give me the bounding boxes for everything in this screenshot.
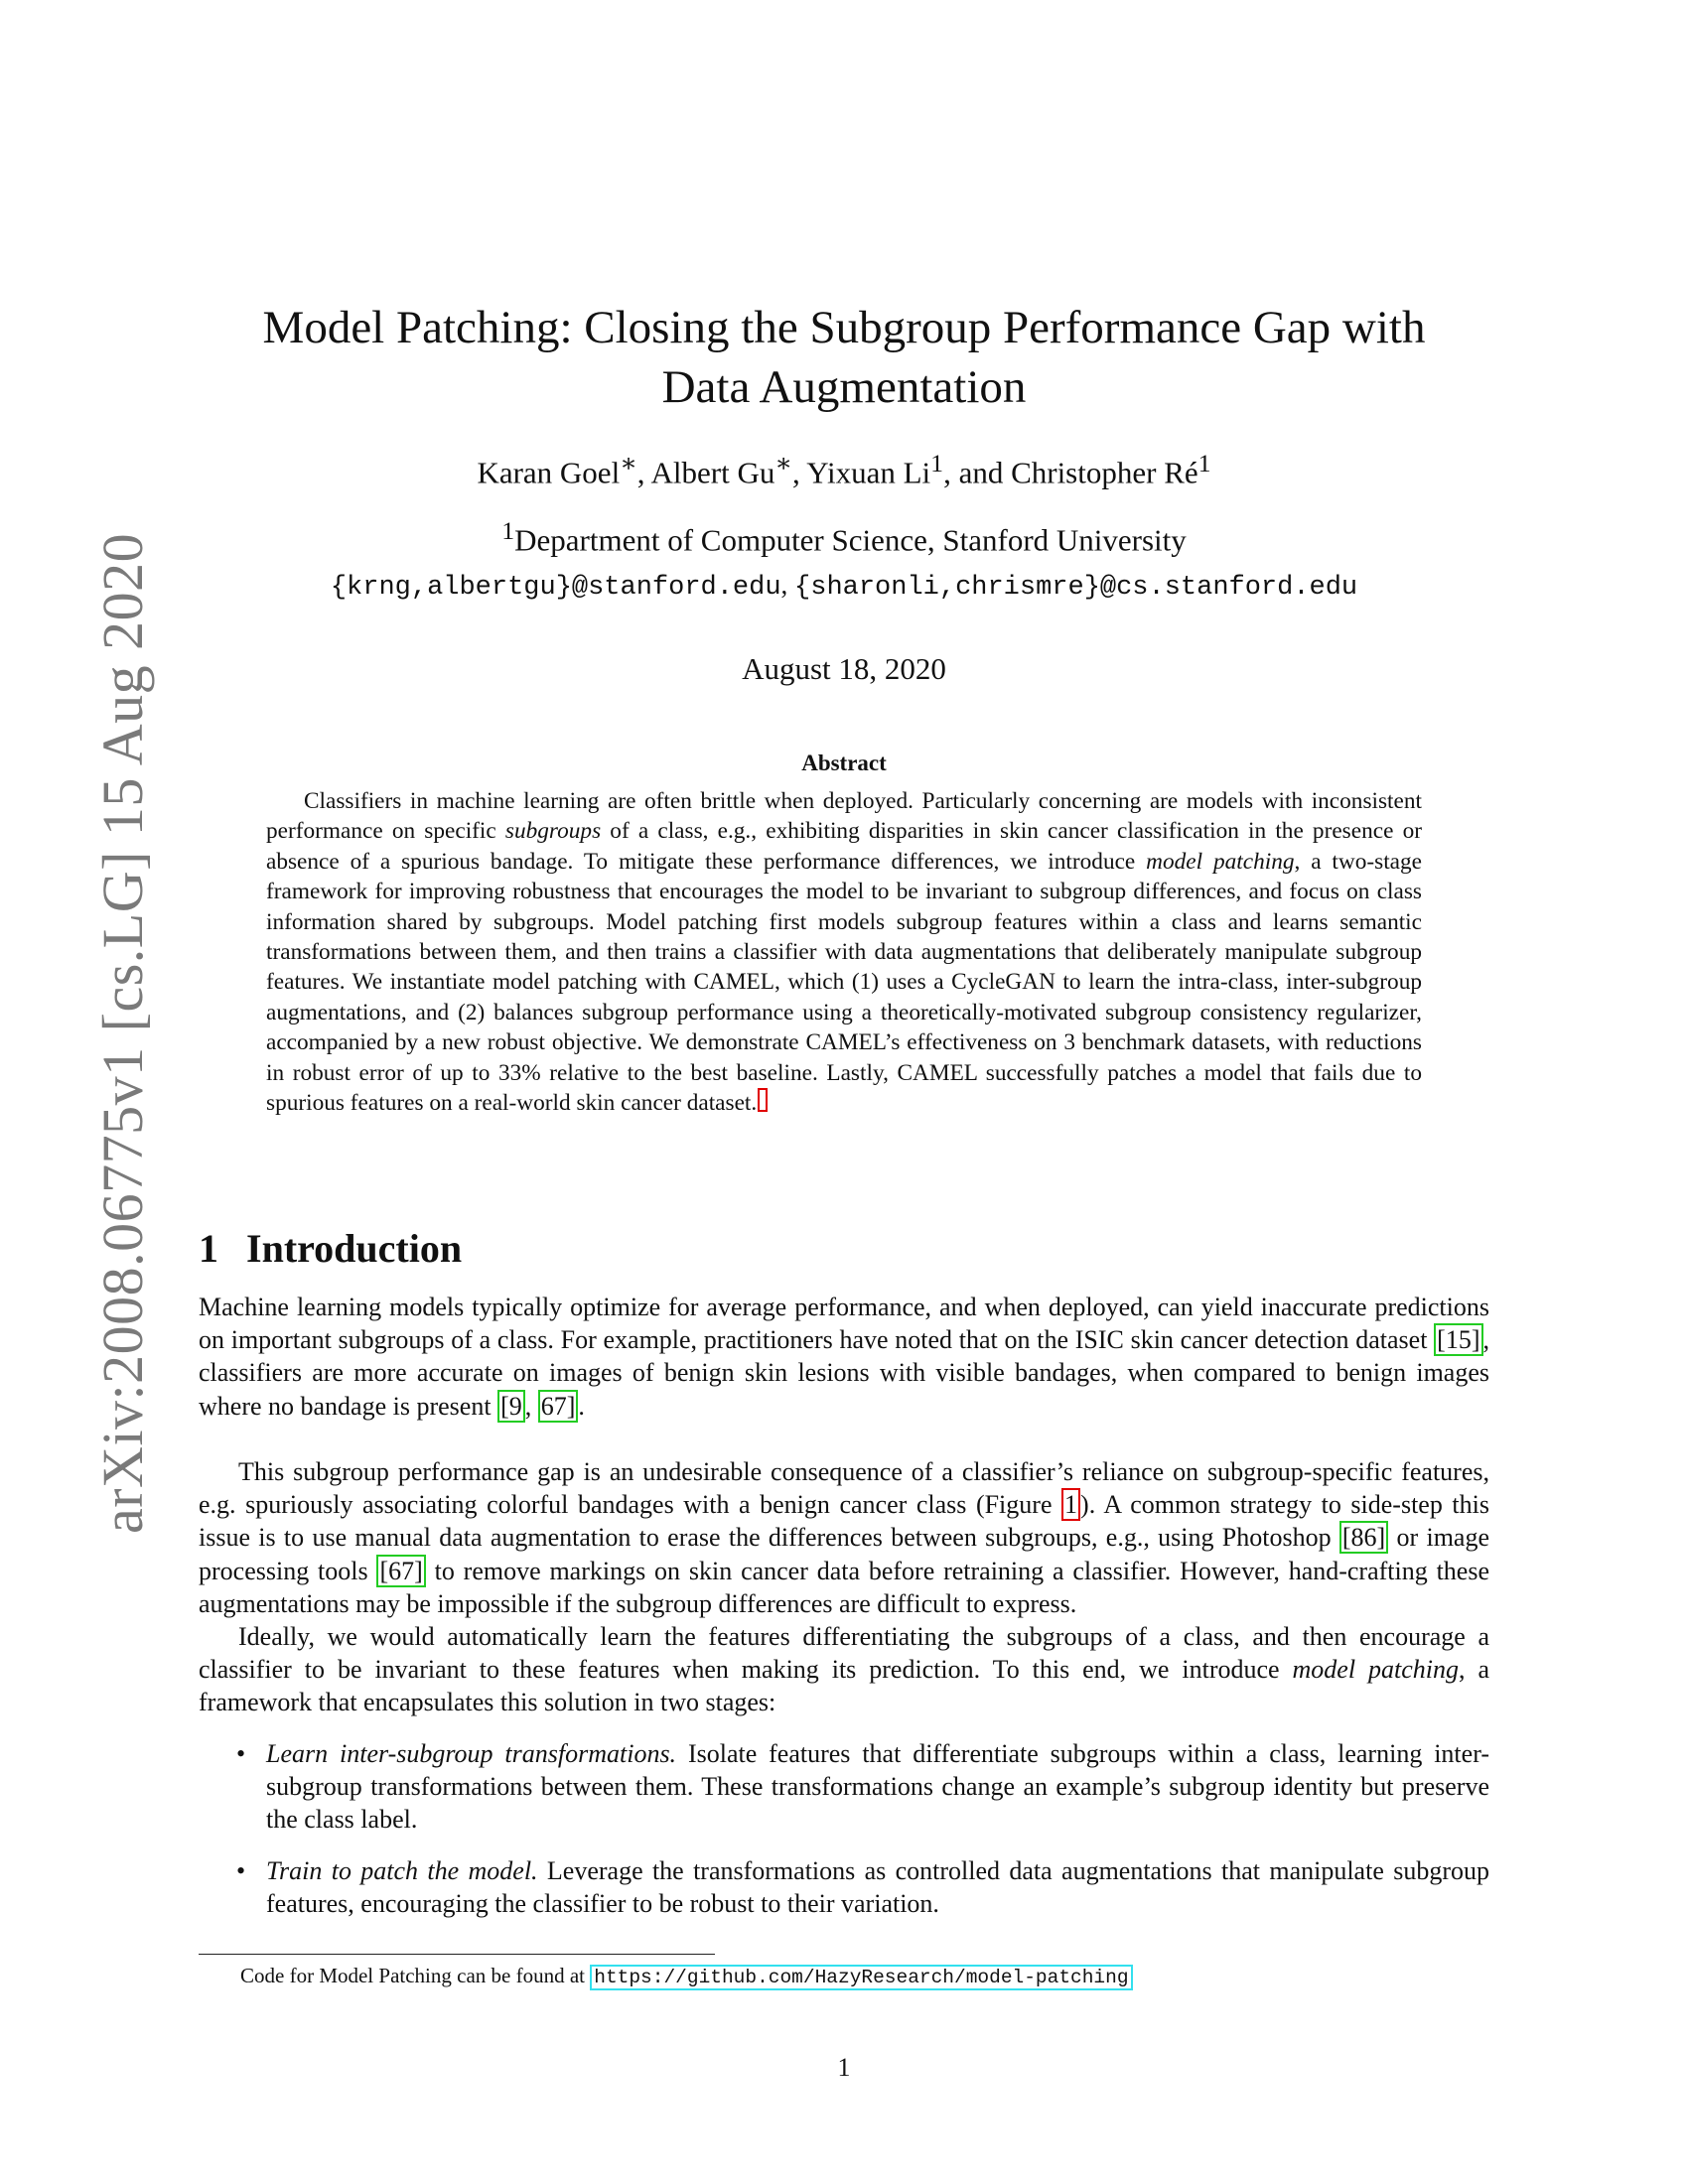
citation-link[interactable]: [15]: [1434, 1323, 1482, 1356]
author-emails: [199, 570, 1489, 603]
abstract-emphasis: model patching: [1146, 848, 1295, 875]
intro-paragraph-3: [199, 1620, 1489, 1719]
arxiv-side-stamp: arXiv:2008.06775v1 [cs.LG] 15 Aug 2020: [90, 532, 155, 1534]
section-title: Introduction: [246, 1226, 463, 1271]
author-marker: ∗: [620, 449, 637, 478]
author-name: Karan Goel: [477, 455, 621, 490]
abstract-text: of a class, e.g., exhibiting disparities in skin cancer classification in the presence or absence of a spurious bandage. To mitigate these performance differences, we introduce: [266, 818, 1422, 875]
paper-title: [199, 298, 1489, 417]
abstract-heading: Abstract: [801, 751, 887, 775]
list-item-text: Leverage the transformations as controlled data augmentations that manipulate subgroup features, encouraging the classifier to be robust to their variation.: [266, 1855, 1489, 1918]
intro-paragraph-2: [199, 1455, 1489, 1620]
citation-link[interactable]: [67]: [376, 1555, 425, 1587]
section-heading: [199, 1225, 462, 1272]
list-item-lead: Train to patch the model.: [266, 1855, 538, 1885]
paragraph-text: This subgroup performance gap is an undesirable consequence of a classifier’s reliance on subgroup-specific features, e.g. spuriously associating colorful bandages with a benign cancer class (Figure: [199, 1457, 1489, 1520]
email-group: {krng,albertgu}@stanford.edu: [330, 573, 781, 603]
figure-reference-link[interactable]: 1: [1061, 1488, 1080, 1521]
title-line-1: Model Patching: Closing the Subgroup Performance Gap with: [262, 302, 1426, 353]
author-marker: 1: [930, 449, 944, 478]
bullet-icon: •: [236, 1855, 246, 1885]
author-name: , and Christopher Ré: [943, 455, 1198, 490]
affiliation: [199, 516, 1489, 558]
abstract-emphasis: subgroups: [504, 818, 602, 845]
email-separator: ,: [780, 570, 795, 600]
list-item: [199, 1854, 1489, 1920]
citation-link[interactable]: [86]: [1339, 1521, 1388, 1554]
paragraph-text: , a framework that encapsulates this solution in two stages:: [199, 1655, 1489, 1717]
stage-list: [199, 1737, 1489, 1938]
section-number: 1: [199, 1226, 218, 1271]
abstract-text: , a two-stage framework for improving robustness that encourages the model to be invariant to subgroup differences, and focus on class information shared by subgroups. Model patching first models subgroup features within a class and learns semantic transformations between them, and then trains a classifier with data augmentations that deliberately manipulate subgroup features. We instantiate model patching with CAMEL, which (1) uses a CycleGAN to learn the intra-class, inter-subgroup augmentations, and (2) balances subgroup performance using a theoretically-motivated subgroup consistency regularizer, accompanied by a new robust objective. We demonstrate CAMEL’s effectiveness on 3 benchmark datasets, with reductions in robust error of up to 33% relative to the best baseline. Lastly, CAMEL successfully patches a model that fails due to spurious features on a real-world skin cancer dataset.: [266, 848, 1422, 1117]
footnote-link[interactable]: [758, 1088, 768, 1112]
footnote-text: Code for Model Patching can be found at: [240, 1964, 591, 1987]
paragraph-emphasis: model patching: [1292, 1655, 1460, 1685]
intro-paragraph-1: [199, 1291, 1489, 1423]
author-marker: 1: [1197, 449, 1211, 478]
title-line-2: Data Augmentation: [661, 361, 1027, 413]
footnote: [240, 1962, 1133, 1991]
page-number: 1: [837, 2053, 851, 2082]
paper-date: August 18, 2020: [742, 651, 946, 686]
author-marker: ∗: [774, 449, 792, 478]
paragraph-text: Ideally, we would automatically learn the features differentiating the subgroups of a class, and then encourage a classifier to be invariant to these features when making its prediction. To this end, we introduce: [199, 1622, 1489, 1685]
author-list: [199, 449, 1489, 490]
bullet-icon: •: [236, 1739, 246, 1768]
email-group: {sharonli,chrismre}@cs.stanford.edu: [794, 573, 1358, 603]
footnote-divider: [199, 1954, 715, 1955]
paragraph-text: .: [578, 1391, 585, 1421]
affiliation-marker: 1: [501, 516, 515, 545]
list-item: [199, 1737, 1489, 1837]
abstract-text: Classifiers in machine learning are often brittle when deployed. Particularly concerning are models with inconsistent performance on specific: [266, 788, 1422, 845]
author-name: , Yixuan Li: [791, 455, 931, 490]
author-name: , Albert Gu: [636, 455, 775, 490]
code-url-link[interactable]: https://github.com/HazyResearch/model-patching: [590, 1965, 1132, 1990]
paragraph-text: Machine learning models typically optimize for average performance, and when deployed, can yield inaccurate predictions on important subgroups of a class. For example, practitioners have noted that on the ISIC skin cancer detection dataset: [199, 1293, 1489, 1355]
paragraph-text: , classifiers are more accurate on images of benign skin lesions with visible bandages, when compared to benign images where no bandage is present: [199, 1325, 1489, 1421]
paragraph-text: ). A common strategy to side-step this issue is to use manual data augmentation to erase the differences between subgroups, e.g., using Photoshop: [199, 1490, 1489, 1553]
list-item-lead: Learn inter-subgroup transformations.: [266, 1739, 677, 1768]
citation-link[interactable]: [9: [497, 1390, 525, 1423]
list-item-text: Isolate features that differentiate subgroups within a class, learning inter-subgroup transformations between them. These transformations change an example’s subgroup identity but preserve the class label.: [266, 1739, 1489, 1835]
affiliation-text: Department of Computer Science, Stanford University: [514, 522, 1187, 558]
paragraph-text: to remove markings on skin cancer data before retraining a classifier. However, hand-crafting these augmentations may be impossible if the subgroup differences are difficult to express.: [199, 1556, 1489, 1618]
citation-separator: ,: [524, 1391, 538, 1421]
abstract-body: [266, 786, 1422, 1118]
citation-link[interactable]: 67]: [538, 1390, 579, 1423]
paragraph-text: or image processing tools: [199, 1523, 1489, 1585]
